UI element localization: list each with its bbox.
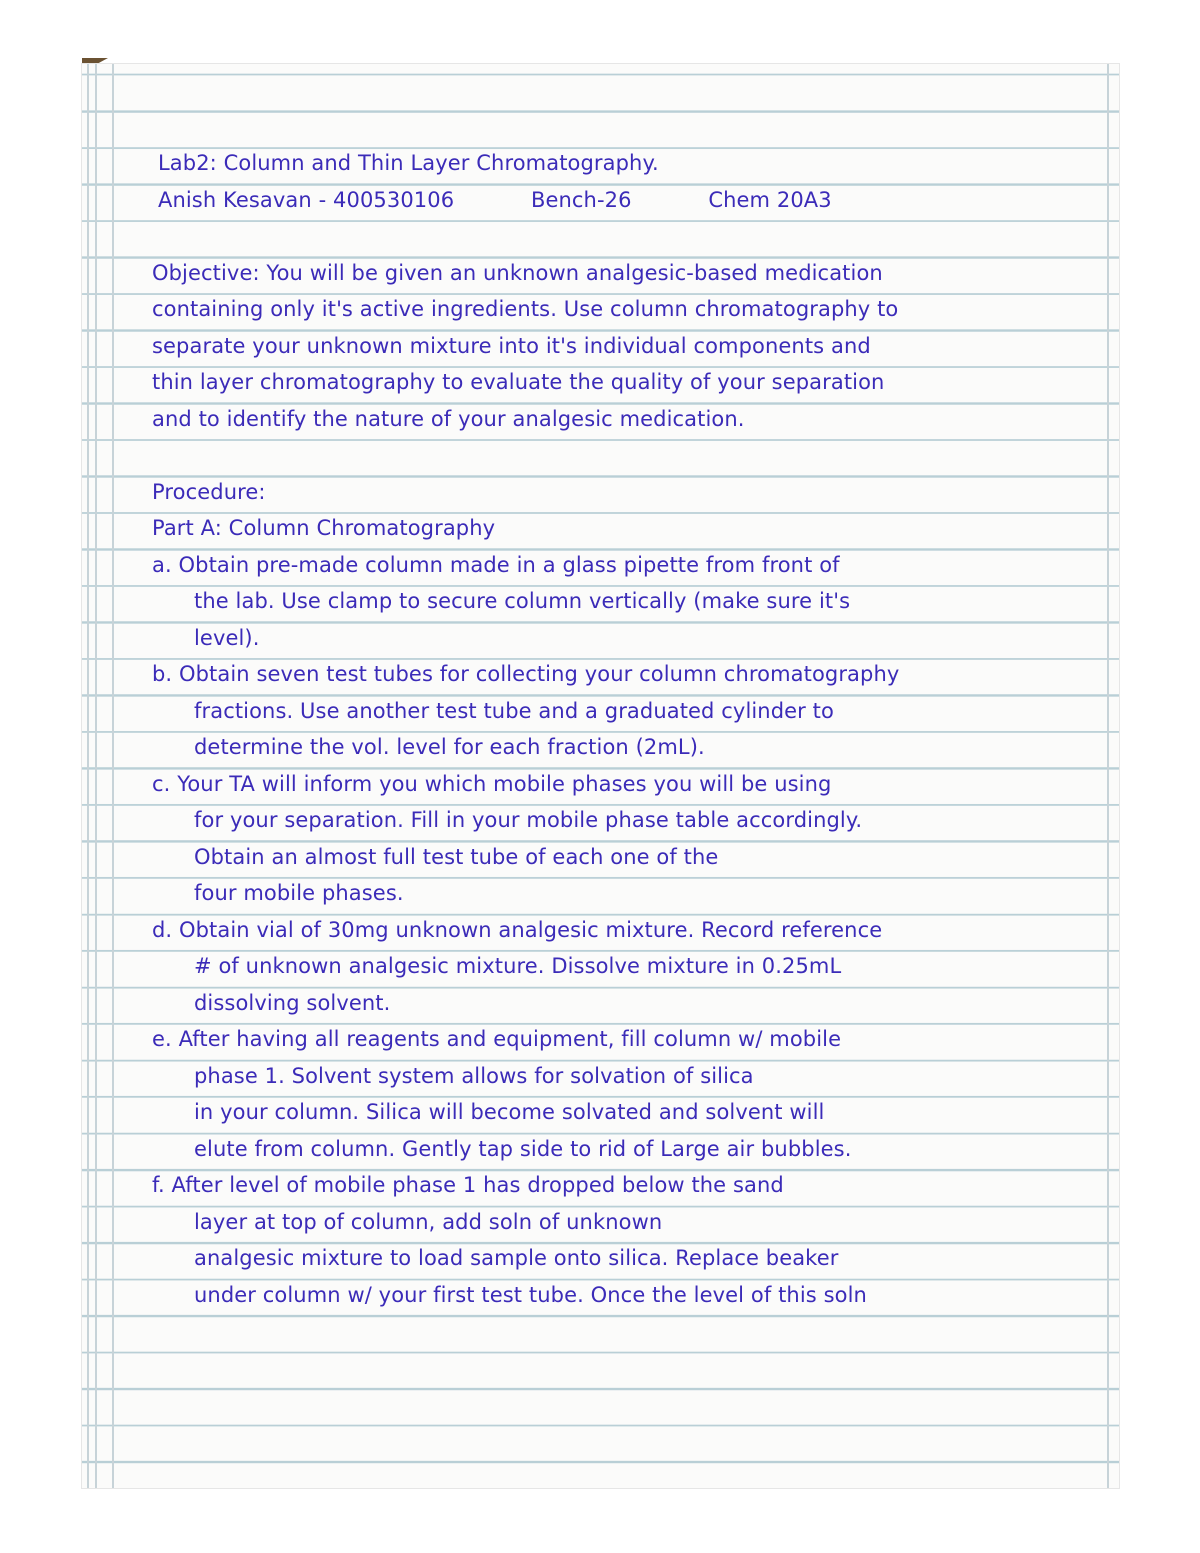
- blank-line: [148, 437, 1018, 474]
- step-line: # of unknown analgesic mixture. Dissolve mixture in 0.25mL: [194, 954, 842, 978]
- step-line: for your separation. Fill in your mobile phase table accordingly.: [194, 808, 863, 832]
- step-line: elute from column. Gently tap side to rid of Large air bubbles.: [194, 1136, 852, 1161]
- blank-line: [148, 72, 1018, 109]
- header-info: [148, 182, 1018, 219]
- margin-line-left-2: [95, 64, 97, 1488]
- objective-line: Objective: You will be given an unknown analgesic-based medication: [152, 260, 883, 285]
- step-line: e. After having all reagents and equipment, fill column w/ mobile: [152, 1027, 842, 1051]
- lab-title: Lab2: Column and Thin Layer Chromatography.: [158, 151, 659, 175]
- part-a-heading: Part A: Column Chromatography: [152, 516, 496, 540]
- author-id: Anish Kesavan - 400530106: [158, 187, 455, 212]
- objective-line: separate your unknown mixture into it's individual components and: [152, 333, 871, 358]
- blank-line: [148, 109, 1018, 146]
- procedure-heading: Procedure:: [152, 479, 266, 504]
- step-line: phase 1. Solvent system allows for solvation of silica: [194, 1063, 754, 1088]
- margin-line-left-1: [87, 64, 89, 1488]
- objective-section: [148, 255, 1018, 438]
- step-line: dissolving solvent.: [194, 990, 391, 1015]
- step-line: c. Your TA will inform you which mobile phases you will be using: [152, 771, 832, 796]
- objective-line: containing only it's active ingredients. Use column chromatography to: [152, 297, 899, 321]
- step-line: Obtain an almost full test tube of each one of the: [194, 844, 719, 869]
- bench-number: Bench-26: [530, 187, 632, 212]
- blank-line: [148, 218, 1018, 255]
- step-line: layer at top of column, add soln of unknown: [194, 1209, 663, 1234]
- margin-line-right: [1107, 64, 1109, 1488]
- course-code: Chem 20A3: [708, 187, 832, 212]
- step-line: b. Obtain seven test tubes for collecting your column chromatography: [152, 662, 900, 686]
- procedure-section: [148, 474, 1018, 1314]
- step-line: a. Obtain pre-made column made in a glass pipette from front of: [152, 552, 840, 577]
- step-line: the lab. Use clamp to secure column vertically (make sure it's: [194, 589, 851, 613]
- step-line: f. After level of mobile phase 1 has dropped below the sand: [152, 1173, 784, 1197]
- step-line: d. Obtain vial of 30mg unknown analgesic mixture. Record reference: [152, 917, 883, 942]
- step-line: fractions. Use another test tube and a graduated cylinder to: [194, 698, 834, 723]
- step-f: [148, 1167, 1018, 1313]
- step-b: [148, 656, 1018, 766]
- step-e: [148, 1021, 1018, 1167]
- step-c: [148, 766, 1018, 912]
- objective-line: and to identify the nature of your analgesic medication.: [152, 406, 745, 431]
- objective-line: thin layer chromatography to evaluate the quality of your separation: [152, 370, 885, 394]
- handwritten-notes: [148, 72, 1018, 1313]
- step-line: analgesic mixture to load sample onto silica. Replace beaker: [194, 1246, 839, 1270]
- step-line: in your column. Silica will become solvated and solvent will: [194, 1100, 825, 1124]
- step-line: four mobile phases.: [194, 881, 404, 905]
- step-a: [148, 547, 1018, 657]
- margin-line-left-3: [112, 64, 114, 1488]
- step-line: level).: [194, 625, 260, 650]
- step-line: under column w/ your first test tube. Once the level of this soln: [194, 1282, 867, 1307]
- step-line: determine the vol. level for each fraction (2mL).: [194, 735, 705, 759]
- step-d: [148, 912, 1018, 1022]
